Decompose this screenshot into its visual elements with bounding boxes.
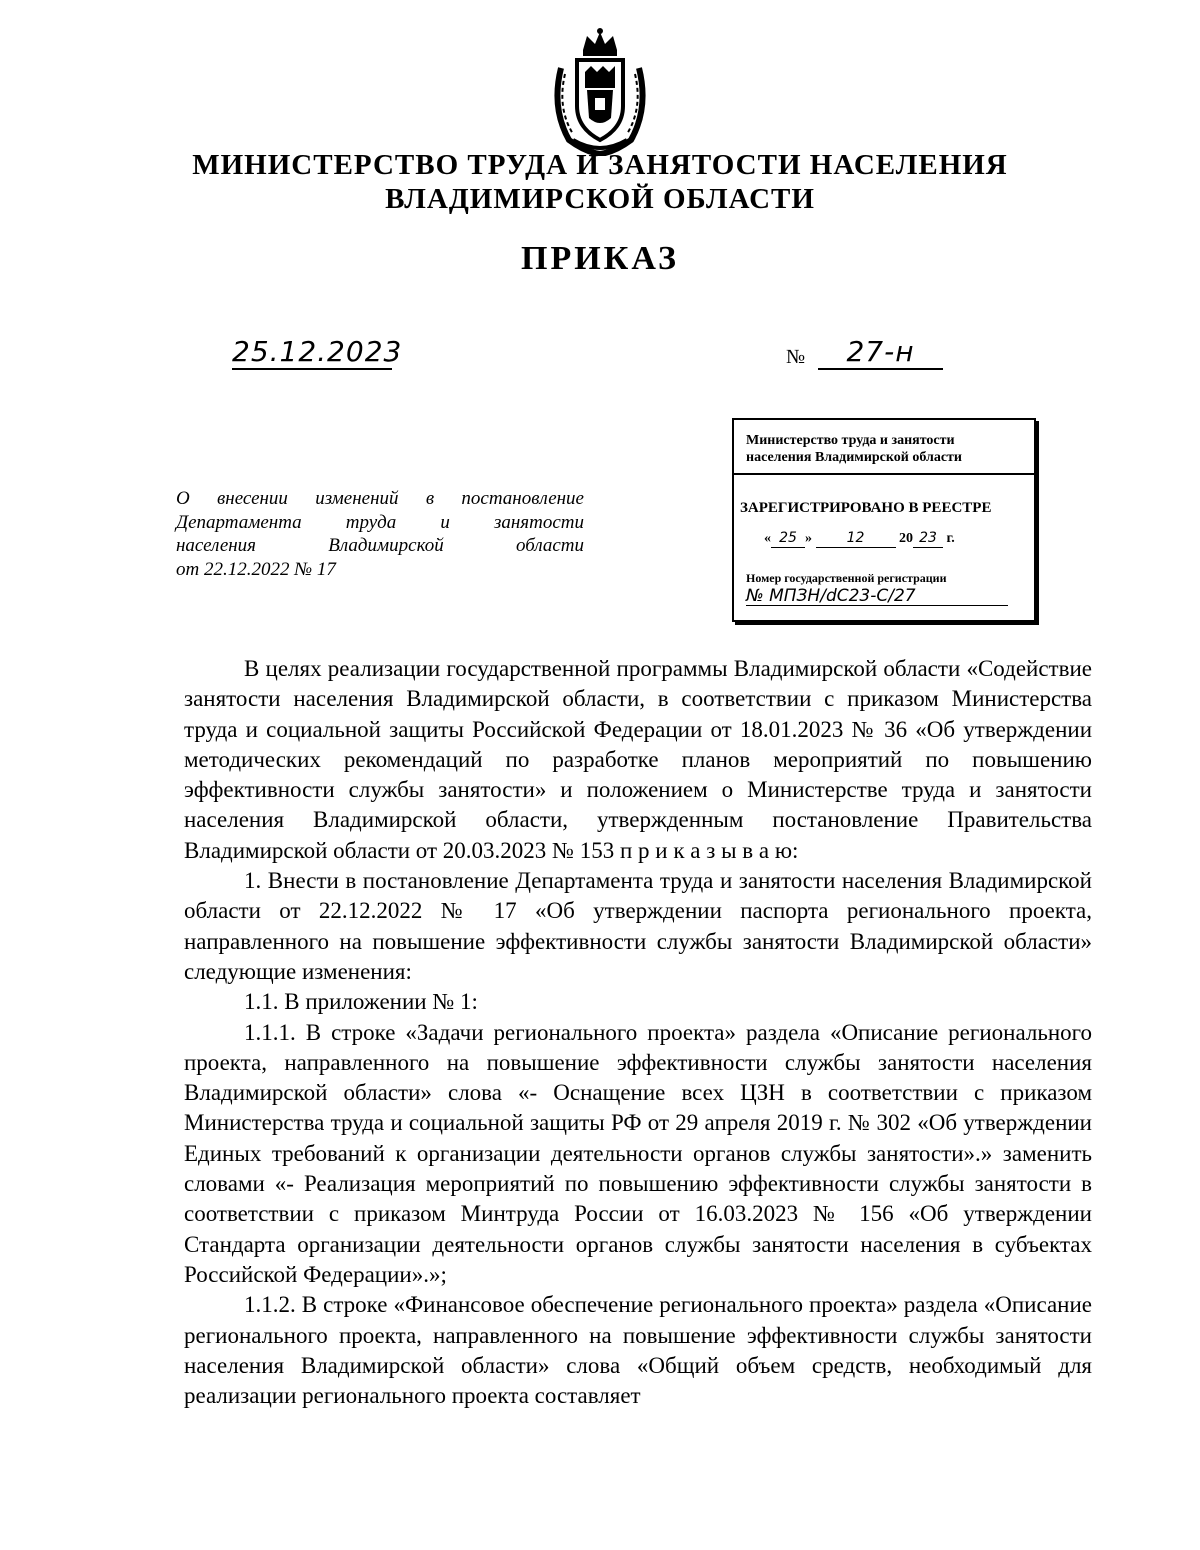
subject-line: от 22.12.2022 № 17 bbox=[176, 558, 336, 580]
body-paragraph-item-1-1-2: 1.1.2. В строке «Финансовое обеспечение регионального проекта» раздела «Описание регионального проекта, направленного на повышение эффективности службы занятости населения Владимирской области» слова «Общий объем средств, необходимый для реализации регионального проекта составляет bbox=[184, 1292, 1092, 1409]
stamp-org-line2: населения Владимирской области bbox=[746, 450, 962, 465]
order-date-field bbox=[232, 335, 403, 370]
body-paragraph-item-1: 1. Внести в постановление Департамента труда и занятости населения Владимирской области от 22.12.2022 № 17 «Об утверждении паспорта регионального проекта, направленного на повышение эффективности службы занятости Владимирской области» следующие изменения: bbox=[184, 868, 1092, 984]
body-paragraph-item-1-1: 1.1. В приложении № 1: bbox=[244, 989, 478, 1015]
stamp-date-suffix: г. bbox=[946, 531, 955, 546]
order-body bbox=[184, 654, 1092, 1411]
order-number-label: № bbox=[786, 346, 806, 368]
stamp-organization bbox=[746, 432, 1028, 466]
stamp-divider bbox=[734, 473, 1034, 475]
stamp-date: « 25 » 12 20 23 г. bbox=[764, 530, 955, 546]
order-subject bbox=[176, 487, 584, 581]
order-date: 25.12.2023 bbox=[232, 335, 403, 368]
stamp-regnum-label: Номер государственной регистрации bbox=[746, 571, 947, 585]
stamp-regnum: № МПЗН/dC23-С/27 bbox=[746, 588, 1008, 606]
document-type-title: ПРИКАЗ bbox=[521, 240, 679, 277]
subject-line: населения Владимирской области bbox=[176, 535, 584, 556]
ministry-name bbox=[0, 148, 1200, 216]
ministry-name-line2: ВЛАДИМИРСКОЙ ОБЛАСТИ bbox=[385, 183, 815, 215]
stamp-date-year: 23 bbox=[913, 530, 943, 548]
order-number-field bbox=[818, 335, 943, 370]
stamp-org-line1: Министерство труда и занятости bbox=[746, 433, 955, 448]
order-number: 27-н bbox=[846, 335, 915, 368]
stamp-date-month: 12 bbox=[816, 530, 896, 548]
coat-of-arms-emblem bbox=[545, 28, 655, 156]
subject-line: О внесении изменений в постановление bbox=[176, 488, 584, 509]
body-paragraph-item-1-1-1: 1.1.1. В строке «Задачи регионального проекта» раздела «Описание регионального проекта, направленного на повышение эффективности службы занятости населения Владимирской области» слова «- Оснащение всех ЦЗН в соответствии с приказом Министерства труда и социальной защиты РФ от 29 апреля 2019 г. № 302 «Об утверждении Единых требований к организации деятельности органов службы занятости».» заменить словами «- Реализация мероприятий по повышению эффективности службы занятости в соответствии с приказом Минтруда России от 16.03.2023 № 156 «Об утверждении Стандарта организации деятельности органов службы занятости населения в субъектах Российской Федерации».»; bbox=[184, 1019, 1092, 1287]
registration-stamp bbox=[732, 418, 1036, 622]
stamp-date-year-prefix: 20 bbox=[899, 531, 913, 546]
subject-line: Департамента труда и занятости bbox=[176, 511, 584, 533]
body-paragraph-preamble: В целях реализации государственной программы Владимирской области «Содействие занятости населения Владимирской области, в соответствии с приказом Министерства труда и социальной защиты Российской Федерации от 18.01.2023 № 36 «Об утверждении методических рекомендаций по разработке планов мероприятий по повышению эффективности службы занятости» и положением о Министерстве труда и занятости населения Владимирской области, утвержденным постановление Правительства Владимирской области от 20.03.2023 № 153 п р и к а з ы в а ю: bbox=[184, 656, 1092, 863]
ministry-name-line1: МИНИСТЕРСТВО ТРУДА И ЗАНЯТОСТИ НАСЕЛЕНИЯ bbox=[192, 149, 1008, 181]
stamp-date-day: 25 bbox=[771, 530, 805, 548]
stamp-registered-text: ЗАРЕГИСТРИРОВАНО В РЕЕСТРЕ bbox=[740, 500, 992, 516]
